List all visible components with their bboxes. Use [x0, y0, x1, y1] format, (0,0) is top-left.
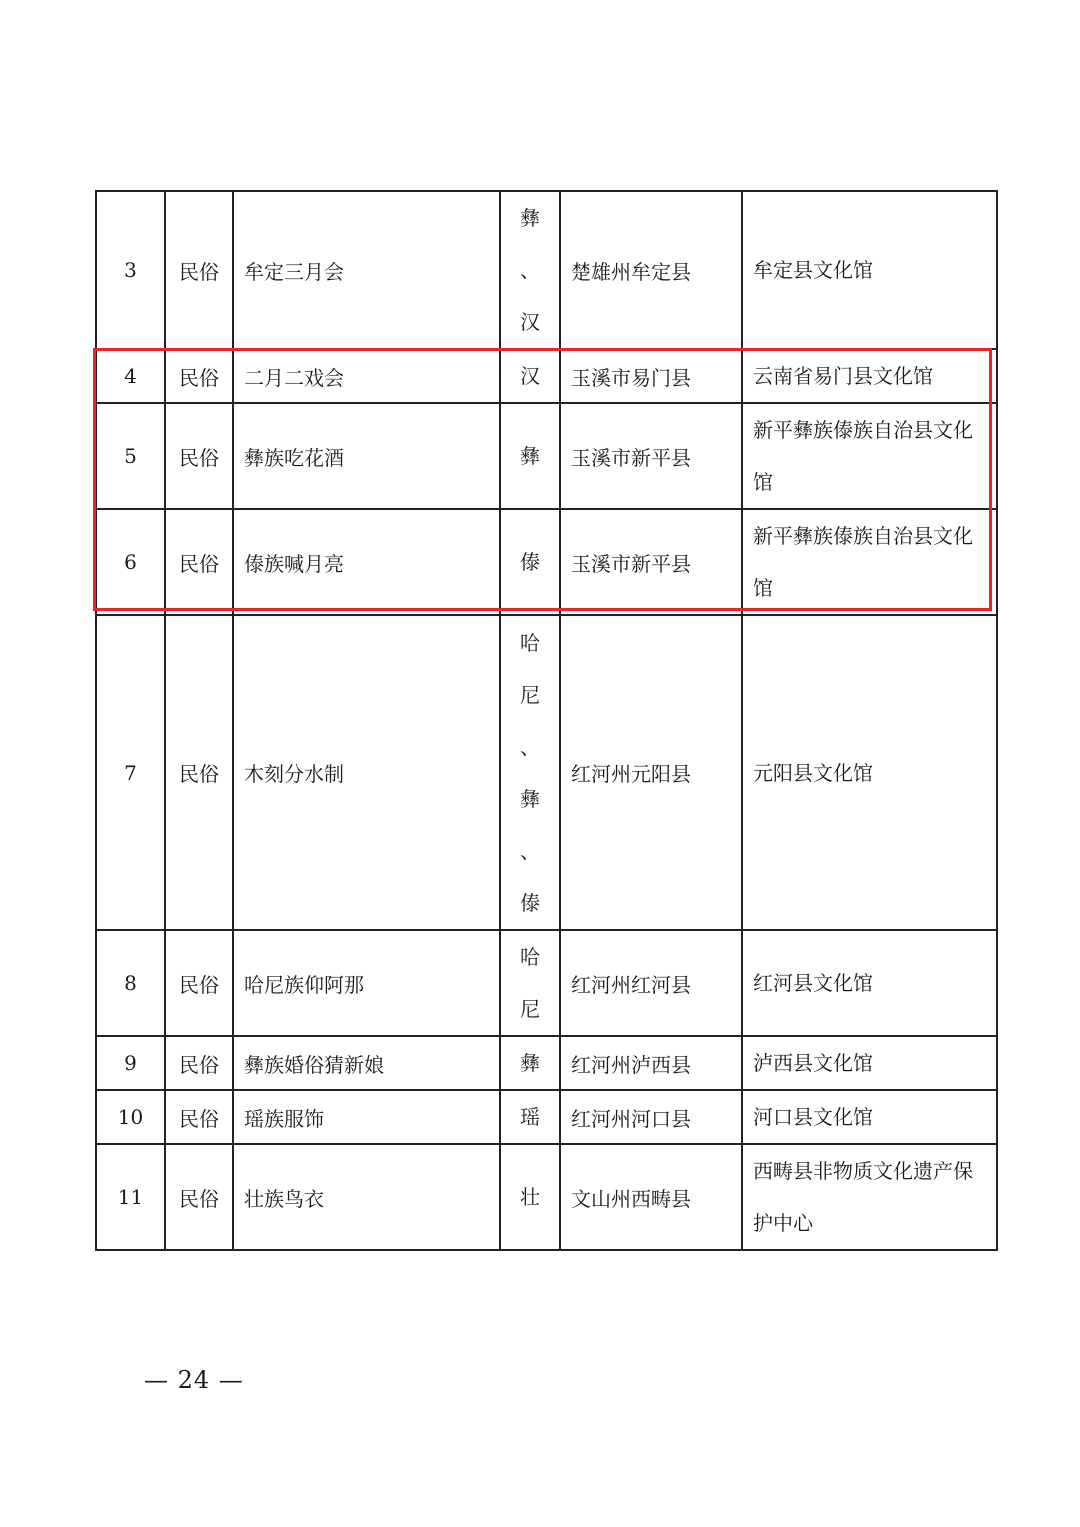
project-name-cell: 瑶族服饰	[233, 1090, 500, 1144]
row-number: 7	[96, 615, 165, 930]
ethnic-cell	[500, 1036, 560, 1090]
unit-cell	[742, 349, 997, 403]
category-cell: 民俗	[165, 1036, 233, 1090]
heritage-table	[95, 190, 998, 1251]
ethnic-char: 彝	[520, 206, 540, 230]
table-row	[96, 1090, 997, 1144]
ethnic-char: 彝	[520, 786, 540, 811]
row-number: 4	[96, 349, 165, 403]
unit-text: 新平彝族傣族自治县文化馆	[753, 524, 973, 600]
ethnic-char: 尼	[520, 997, 540, 1021]
project-name-cell: 牟定三月会	[233, 191, 500, 349]
project-name-cell: 哈尼族仰阿那	[233, 930, 500, 1036]
table-row	[96, 930, 997, 1036]
project-name-cell: 木刻分水制	[233, 615, 500, 930]
ethnic-char: 傣	[520, 890, 540, 915]
region-cell: 楚雄州牟定县	[560, 191, 742, 349]
table-row	[96, 1144, 997, 1250]
region-cell: 玉溪市新平县	[560, 509, 742, 615]
table-row	[96, 615, 997, 930]
unit-cell	[742, 191, 997, 349]
ethnic-cell	[500, 615, 560, 930]
unit-cell	[742, 509, 997, 615]
category-cell: 民俗	[165, 403, 233, 509]
unit-cell	[742, 615, 997, 930]
ethnic-cell	[500, 403, 560, 509]
region-cell: 文山州西畴县	[560, 1144, 742, 1250]
region-cell: 红河州河口县	[560, 1090, 742, 1144]
unit-cell	[742, 1036, 997, 1090]
project-name-cell: 二月二戏会	[233, 349, 500, 403]
ethnic-char: 尼	[520, 682, 540, 707]
row-number: 5	[96, 403, 165, 509]
category-cell: 民俗	[165, 615, 233, 930]
ethnic-char: 哈	[520, 945, 540, 969]
unit-text: 西畴县非物质文化遗产保护中心	[753, 1159, 973, 1235]
ethnic-char: 哈	[520, 630, 540, 655]
unit-cell	[742, 1144, 997, 1250]
ethnic-cell	[500, 1144, 560, 1250]
ethnic-cell	[500, 930, 560, 1036]
unit-text: 新平彝族傣族自治县文化馆	[753, 418, 973, 494]
ethnic-cell	[500, 349, 560, 403]
category-cell: 民俗	[165, 509, 233, 615]
unit-text: 泸西县文化馆	[753, 1051, 873, 1075]
row-number: 6	[96, 509, 165, 615]
row-number: 10	[96, 1090, 165, 1144]
region-cell: 红河州泸西县	[560, 1036, 742, 1090]
unit-cell	[742, 1090, 997, 1144]
region-cell: 红河州元阳县	[560, 615, 742, 930]
ethnic-char: 、	[520, 838, 540, 863]
ethnic-cell	[500, 1090, 560, 1144]
unit-text: 牟定县文化馆	[753, 258, 873, 282]
page-number: — 24 —	[144, 1366, 244, 1394]
ethnic-cell	[500, 509, 560, 615]
unit-cell	[742, 930, 997, 1036]
ethnic-char: 彝	[520, 1051, 540, 1075]
unit-text: 云南省易门县文化馆	[753, 364, 933, 388]
project-name-cell: 傣族喊月亮	[233, 509, 500, 615]
row-number: 8	[96, 930, 165, 1036]
ethnic-char: 汉	[520, 310, 540, 334]
category-cell: 民俗	[165, 191, 233, 349]
project-name-cell: 彝族婚俗猜新娘	[233, 1036, 500, 1090]
ethnic-char: 汉	[520, 364, 540, 388]
region-cell: 红河州红河县	[560, 930, 742, 1036]
ethnic-char: 彝	[520, 444, 540, 468]
unit-cell	[742, 403, 997, 509]
table-row	[96, 349, 997, 403]
row-number: 3	[96, 191, 165, 349]
ethnic-char: 傣	[520, 550, 540, 574]
table-row	[96, 403, 997, 509]
category-cell: 民俗	[165, 930, 233, 1036]
project-name-cell: 壮族鸟衣	[233, 1144, 500, 1250]
row-number: 9	[96, 1036, 165, 1090]
ethnic-char: 、	[520, 258, 540, 282]
category-cell: 民俗	[165, 1144, 233, 1250]
region-cell: 玉溪市新平县	[560, 403, 742, 509]
table-row	[96, 1036, 997, 1090]
ethnic-char: 壮	[520, 1185, 540, 1209]
table-row	[96, 191, 997, 349]
ethnic-char: 、	[520, 734, 540, 759]
category-cell: 民俗	[165, 349, 233, 403]
unit-text: 红河县文化馆	[753, 971, 873, 995]
table-row	[96, 509, 997, 615]
ethnic-cell	[500, 191, 560, 349]
unit-text: 河口县文化馆	[753, 1105, 873, 1129]
region-cell: 玉溪市易门县	[560, 349, 742, 403]
project-name-cell: 彝族吃花酒	[233, 403, 500, 509]
unit-text: 元阳县文化馆	[753, 760, 873, 785]
ethnic-char: 瑶	[520, 1105, 540, 1129]
row-number: 11	[96, 1144, 165, 1250]
category-cell: 民俗	[165, 1090, 233, 1144]
